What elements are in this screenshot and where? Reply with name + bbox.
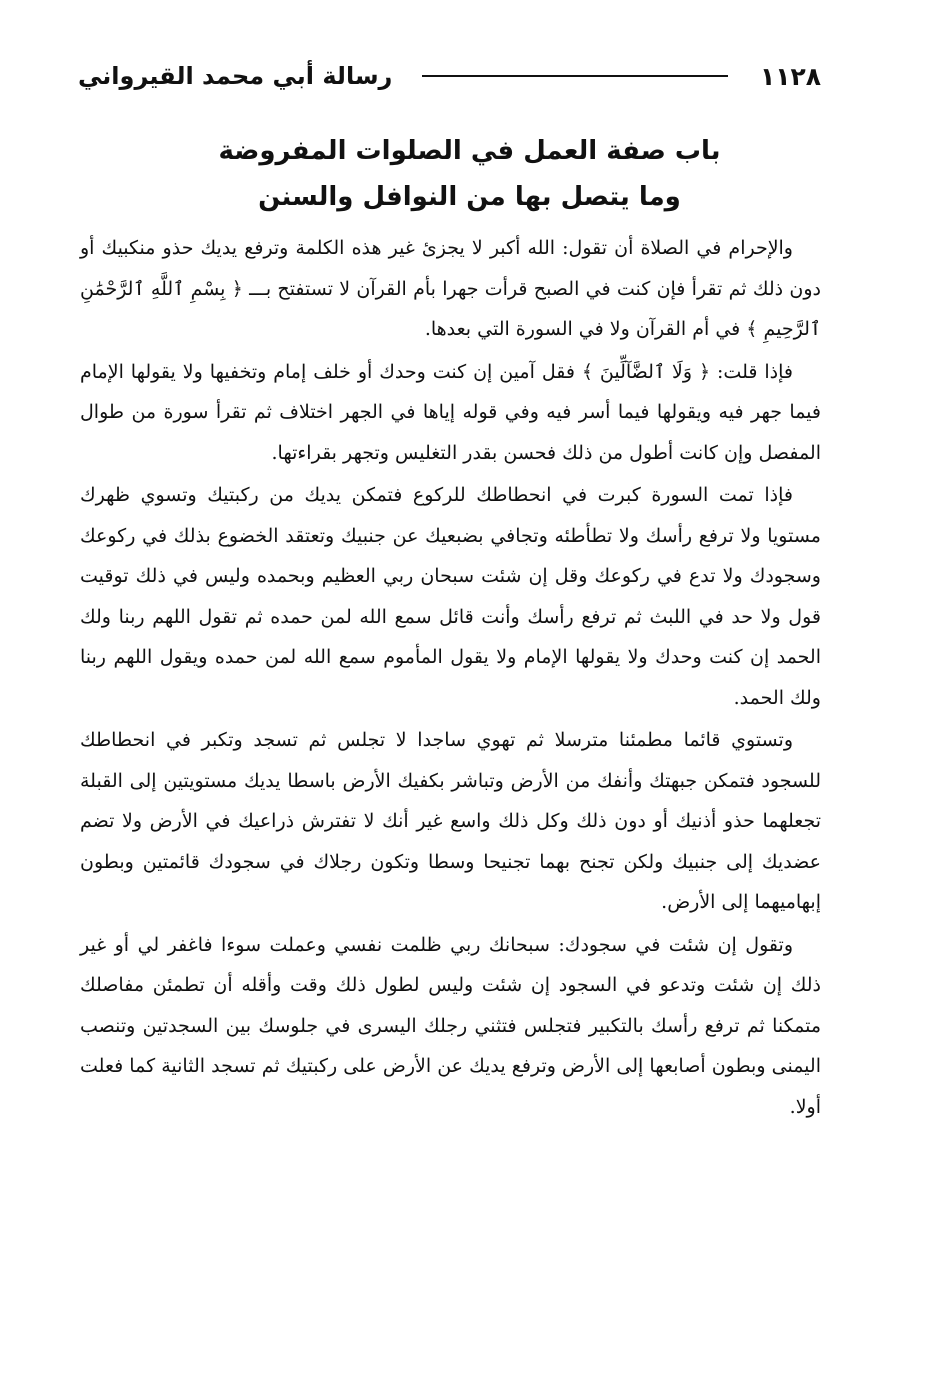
paragraph-1 — [80, 228, 821, 350]
page-number: ١١٢٨ — [759, 61, 821, 91]
running-header — [78, 52, 821, 100]
paragraph-2 — [80, 352, 821, 474]
chapter-title — [60, 128, 879, 220]
header-rule — [422, 75, 728, 77]
book-title: رسالة أبي محمد القيرواني — [78, 62, 393, 90]
paragraph-2-text-b: فقل آمين إن كنت وحدك أو خلف إمام وتخفيها ولا يقولها الإمام فيما جهر فيه ويقولها فيما أسر فيه وفي قوله إياها في الجهر اختلاف ثم تقرأ سورة من طوال المفصل وإن كانت أطول من ذلك فحسن بقدر التغليس وتجهر بقراءتها. — [80, 360, 821, 464]
paragraph-5: وتقول إن شئت في سجودك: سبحانك ربي ظلمت نفسي وعملت سوءا فاغفر لي أو غير ذلك إن شئت وتدعو في السجود إن شئت وليس لطول ذلك وقت وأقله أن تطمئن مفاصلك متمكنا ثم ترفع رأسك بالتكبير فتجلس فتثني رجلك اليسرى في جلوسك بين السجدتين وتنصب اليمنى وبطون أصابعها إلى الأرض وترفع يديك عن الأرض على ركبتيك ثم تسجد الثانية كما فعلت أولا. — [80, 933, 821, 1118]
paragraph-3: فإذا تمت السورة كبرت في انحطاطك للركوع فتمكن يديك من ركبتيك وتسوي ظهرك مستويا ولا ترفع رأسك ولا تطأطئه وتجافي بضبعيك عن جنبيك وتعتقد الخضوع بذلك في ركوعك وسجودك ولا تدع في ركوعك وقل إن شئت سبحان ربي العظيم وبحمده وليس في ذلك توقيت قول ولا حد في اللبث ثم ترفع رأسك وأنت قائل سمع الله لمن حمده ثم تقول اللهم ربنا ولك الحمد إن كنت وحدك ولا يقولها الإمام ولا يقول المأموم سمع الله لمن حمده ويقول اللهم ربنا ولك الحمد. — [80, 484, 821, 709]
quran-verse-fatiha-end: ﴿ وَلَا ٱلضَّآلِّينَ ﴾ — [581, 360, 711, 383]
chapter-title-line-1: باب صفة العمل في الصلوات المفروضة — [218, 136, 721, 166]
body-text — [80, 228, 821, 1129]
paragraph-4: وتستوي قائما مطمئنا مترسلا ثم تهوي ساجدا لا تجلس ثم تسجد وتكبر في انحطاطك للسجود فتمكن جبهتك وأنفك من الأرض وتباشر بكفيك الأرض باسطا يديك مستويتين إلى القبلة تجعلهما حذو أذنيك أو دون ذلك وكل ذلك واسع غير أنك لا تفترش ذراعيك في الأرض ولا تضم عضديك إلى جنبيك ولكن تجنح بهما تجنيحا وسطا وتكون رجلاك في سجودك قائمتين وبطون إبهاميهما إلى الأرض. — [80, 729, 822, 913]
quran-verse-basmala: ﴿ بِسْمِ ٱللَّهِ ٱلرَّحْمَٰنِ ٱلرَّحِيمِ ﴾ — [80, 277, 821, 340]
paragraph-1-text-a: والإحرام في الصلاة أن تقول: الله أكبر لا يجزئ غير هذه الكلمة وترفع يديك حذو منكبيك أو دون ذلك ثم تقرأ فإن كنت في الصبح قرأت جهرا بأم القرآن لا تستفتح بـــ — [80, 237, 821, 300]
chapter-title-line-2: وما يتصل بها من النوافل والسنن — [258, 182, 681, 212]
paragraph-1-text-b: في أم القرآن ولا في السورة التي بعدها. — [424, 318, 747, 340]
paragraph-2-text-a: فإذا قلت: — [710, 360, 793, 383]
